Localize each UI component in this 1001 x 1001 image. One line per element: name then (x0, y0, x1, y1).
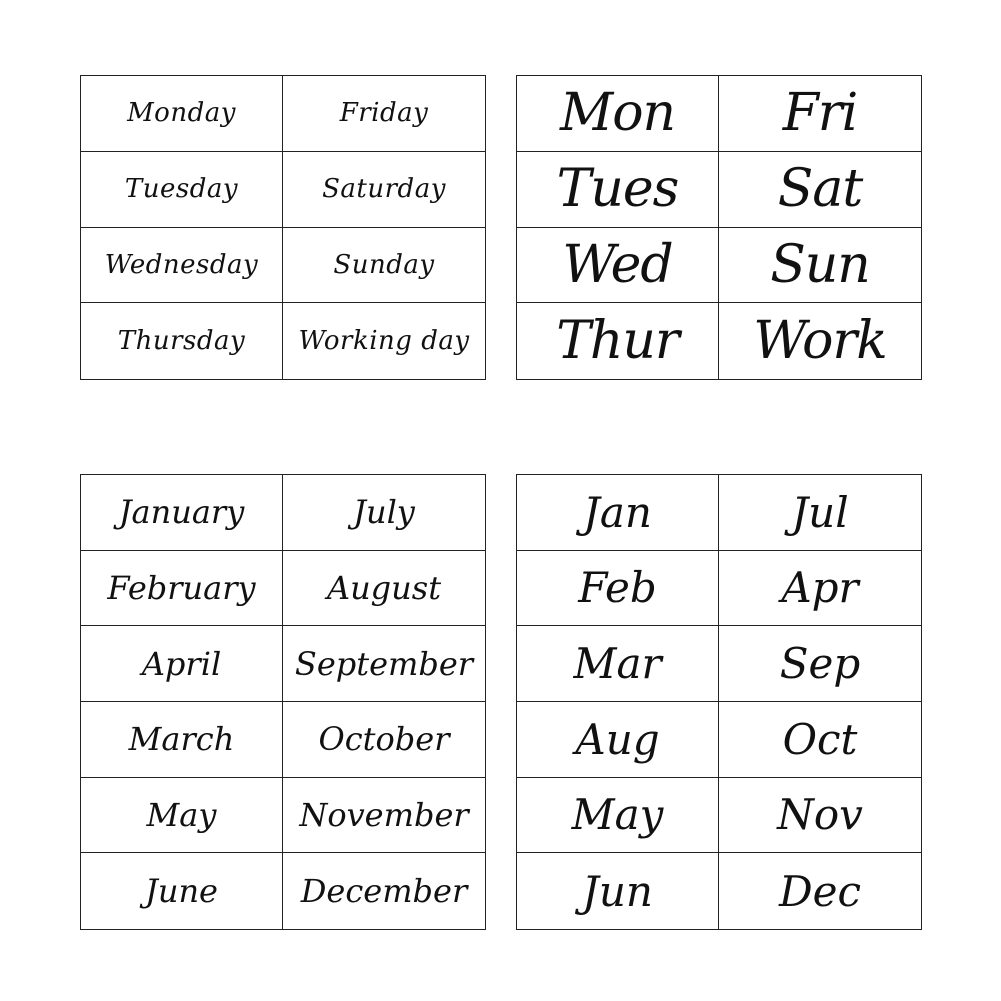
label-cell: September (283, 626, 485, 702)
label-cell: Sep (719, 626, 921, 702)
label-cell: Work (753, 311, 887, 372)
label-cell: Sunday (283, 228, 485, 304)
label-cell: Fri (719, 76, 921, 152)
weekday-full-names-sheet (80, 75, 486, 380)
label-cell: August (283, 551, 485, 627)
label-cell: Aug (517, 702, 719, 778)
label-cell: Working day (298, 326, 470, 357)
label-cell: December (300, 872, 468, 911)
label-cell: Wed (517, 228, 719, 304)
label-cell: Oct (719, 702, 921, 778)
label-cell: May (517, 778, 719, 854)
label-cell: Tuesday (81, 152, 283, 228)
label-cell: May (81, 778, 283, 854)
label-cell: October (283, 702, 485, 778)
label-cell: Mon (517, 76, 719, 152)
label-cell: February (81, 551, 283, 627)
label-cell: Wednesday (81, 228, 283, 304)
label-cell: July (283, 475, 485, 551)
label-cell: January (81, 475, 283, 551)
label-cell: Monday (81, 76, 283, 152)
month-abbreviations-sheet (516, 474, 922, 930)
label-cell: Tues (517, 152, 719, 228)
weekday-abbreviations-sheet (516, 75, 922, 380)
month-full-names-sheet (80, 474, 486, 930)
label-cell: Sat (719, 152, 921, 228)
label-cell: Dec (778, 866, 862, 916)
label-cell: Nov (719, 778, 921, 854)
label-cell: Jan (517, 475, 719, 551)
label-cell: November (283, 778, 485, 854)
label-cell: Sun (719, 228, 921, 304)
label-cell: Jun (517, 853, 719, 929)
label-cell: Thur (517, 303, 719, 379)
label-cell: Apr (719, 551, 921, 627)
label-cell: Feb (517, 551, 719, 627)
label-cell: April (81, 626, 283, 702)
label-cell: Jul (719, 475, 921, 551)
label-cell: March (81, 702, 283, 778)
label-cell: Saturday (283, 152, 485, 228)
label-cell: June (81, 853, 283, 929)
label-cell: Mar (517, 626, 719, 702)
label-cell: Friday (283, 76, 485, 152)
label-cell: Thursday (81, 303, 283, 379)
